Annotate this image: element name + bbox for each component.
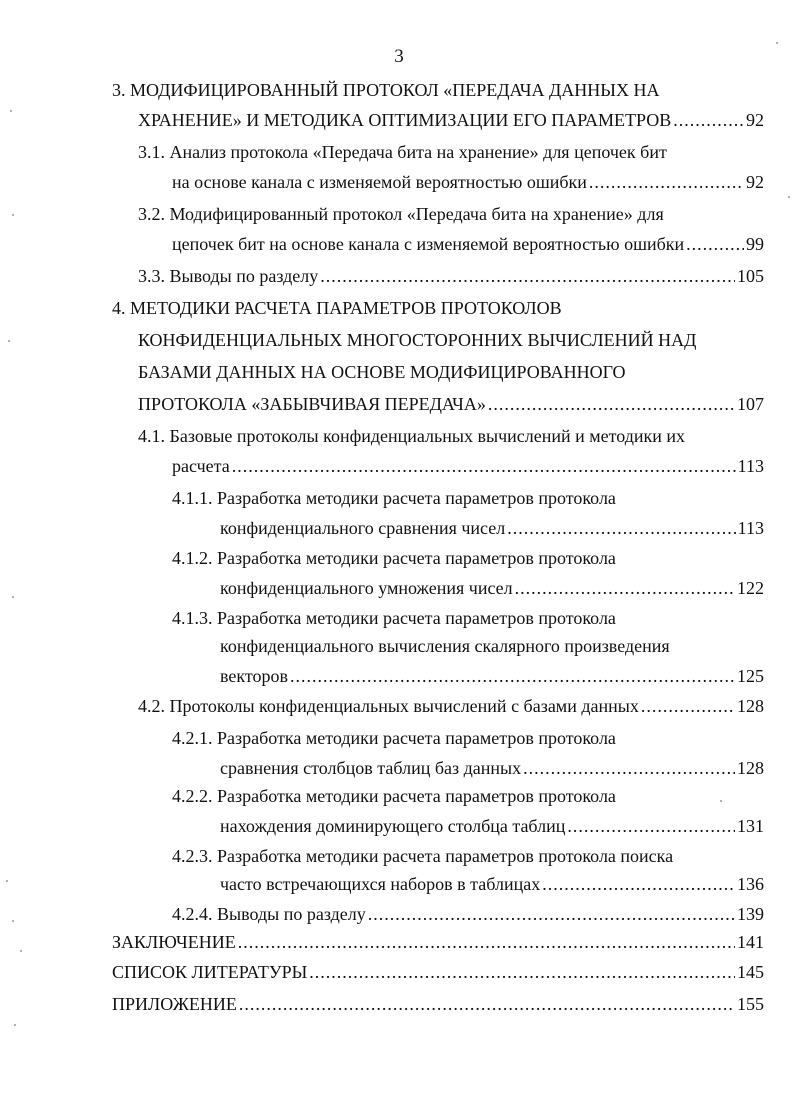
toc-entry-4-2[interactable]: 4.2. Протоколы конфиденциальных вычислений с базами данных ..... 128 — [138, 692, 764, 720]
toc-page-number: 99 — [746, 234, 764, 254]
scan-speck — [12, 920, 14, 922]
toc-entry-4-2-3[interactable]: часто встречающихся наборов в таблицах ..... 136 — [220, 870, 764, 898]
toc-entry-4-1-2-line-1: 4.1.2. Разработка методики расчета параметров протокола — [172, 548, 616, 568]
scan-speck — [10, 110, 12, 112]
scan-speck — [6, 880, 8, 882]
dot-leader — [542, 870, 735, 898]
toc-entry-4-1-3[interactable]: векторов ..... 125 — [220, 662, 764, 690]
toc-entry-3-2-line-1: 3.2. Модифицированный протокол «Передача бита на хранение» для — [138, 204, 664, 224]
dot-leader — [673, 106, 744, 134]
dot-leader — [239, 990, 735, 1018]
toc-entry-4-2-1[interactable]: сравнения столбцов таблиц баз данных ..... 128 — [220, 754, 764, 782]
scan-speck — [14, 1024, 16, 1026]
toc-entry-4-1-line-1: 4.1. Базовые протоколы конфиденциальных вычислений и методики их — [138, 426, 686, 446]
dot-leader — [320, 262, 735, 290]
toc-page-number: 145 — [737, 962, 764, 982]
toc-entry-3-line-1: 3. МОДИФИЦИРОВАННЫЙ ПРОТОКОЛ «ПЕРЕДАЧА ДАННЫХ НА — [112, 80, 660, 100]
toc-page-number: 105 — [737, 266, 764, 286]
dot-leader — [567, 812, 735, 840]
toc-entry-4-2-1-line-1: 4.2.1. Разработка методики расчета параметров протокола — [172, 728, 616, 748]
toc-entry-4-line-1: 4. МЕТОДИКИ РАСЧЕТА ПАРАМЕТРОВ ПРОТОКОЛОВ — [112, 298, 562, 318]
dot-leader — [238, 928, 735, 956]
toc-entry-conclusion[interactable]: ЗАКЛЮЧЕНИЕ ..... 141 — [112, 928, 764, 956]
toc-entry-4-line-2: КОНФИДЕНЦИАЛЬНЫХ МНОГОСТОРОННИХ ВЫЧИСЛЕНИЙ НАД — [138, 330, 697, 350]
dot-leader — [507, 514, 735, 542]
toc-entry-4-2-2[interactable]: нахождения доминирующего столбца таблиц ..... 131 — [220, 812, 764, 840]
dot-leader — [290, 662, 735, 690]
dot-leader — [515, 574, 735, 602]
toc-entry-4-line-3: БАЗАМИ ДАННЫХ НА ОСНОВЕ МОДИФИЦИРОВАННОГО — [138, 362, 626, 382]
toc-page-number: 136 — [737, 874, 764, 894]
toc-entry-4[interactable]: ПРОТОКОЛА «ЗАБЫВЧИВАЯ ПЕРЕДАЧА» ..... 107 — [138, 390, 764, 418]
toc-entry-4-1-1-line-1: 4.1.1. Разработка методики расчета параметров протокола — [172, 488, 616, 508]
toc-page-number: 113 — [737, 456, 764, 476]
toc-entry-3[interactable]: ХРАНЕНИЕ» И МЕТОДИКА ОПТИМИЗАЦИИ ЕГО ПАРАМЕТРОВ ..... 92 — [138, 106, 764, 134]
scan-speck — [12, 214, 14, 216]
scan-speck — [776, 42, 778, 44]
toc-entry-appendix[interactable]: ПРИЛОЖЕНИЕ ..... 155 — [112, 990, 764, 1018]
toc-entry-4-1-2[interactable]: конфиденциального умножения чисел ..... 122 — [220, 574, 764, 602]
toc-page-number: 107 — [737, 394, 764, 414]
scan-speck — [12, 596, 14, 598]
scan-speck — [720, 800, 722, 802]
toc-entry-4-2-3-line-1: 4.2.3. Разработка методики расчета параметров протокола поиска — [172, 846, 674, 866]
toc-entry-3-1[interactable]: на основе канала с изменяемой вероятностью ошибки ..... 92 — [172, 168, 764, 196]
scan-speck — [788, 196, 790, 198]
toc-page-number: 92 — [746, 110, 764, 130]
toc-page-number: 125 — [737, 666, 764, 686]
toc-entry-3-2[interactable]: цепочек бит на основе канала с изменяемой вероятностью ошибки ..... 99 — [172, 230, 764, 258]
toc-entry-3-1-line-1: 3.1. Анализ протокола «Передача бита на хранение» для цепочек бит — [138, 142, 667, 162]
toc-page-number: 128 — [737, 696, 764, 716]
dot-leader — [368, 900, 735, 928]
toc-page-number: 128 — [737, 758, 764, 778]
toc-page-number: 155 — [737, 994, 764, 1014]
toc-entry-4-2-2-line-1: 4.2.2. Разработка методики расчета параметров протокола — [172, 786, 616, 806]
dot-leader — [488, 390, 735, 418]
toc-entry-4-1-3-line-1: 4.1.3. Разработка методики расчета параметров протокола — [172, 608, 616, 628]
toc-entry-references[interactable]: СПИСОК ЛИТЕРАТУРЫ ..... 145 — [112, 958, 764, 986]
dot-leader — [686, 230, 744, 258]
toc-page-number: 122 — [737, 578, 764, 598]
dot-leader — [232, 452, 736, 480]
toc-page-number: 131 — [737, 816, 764, 836]
toc-page-number: 113 — [737, 518, 764, 538]
toc-entry-4-1-1[interactable]: конфиденциального сравнения чисел ..... 113 — [220, 514, 764, 542]
dot-leader — [589, 168, 744, 196]
toc-page-number: 92 — [746, 172, 764, 192]
scan-speck — [20, 950, 22, 952]
toc-entry-4-1[interactable]: расчета ..... 113 — [172, 452, 764, 480]
page-number: 3 — [394, 46, 404, 67]
dot-leader — [309, 958, 735, 986]
toc-page-number: 141 — [737, 932, 764, 952]
toc-entry-3-3[interactable]: 3.3. Выводы по разделу ..... 105 — [138, 262, 764, 290]
dot-leader — [641, 692, 735, 720]
toc-page-number: 139 — [737, 904, 764, 924]
toc-entry-4-2-4[interactable]: 4.2.4. Выводы по разделу ..... 139 — [172, 900, 764, 928]
scan-speck — [8, 340, 10, 342]
dot-leader — [523, 754, 735, 782]
toc-entry-4-1-3-line-2: конфиденциального вычисления скалярного произведения — [220, 636, 670, 656]
